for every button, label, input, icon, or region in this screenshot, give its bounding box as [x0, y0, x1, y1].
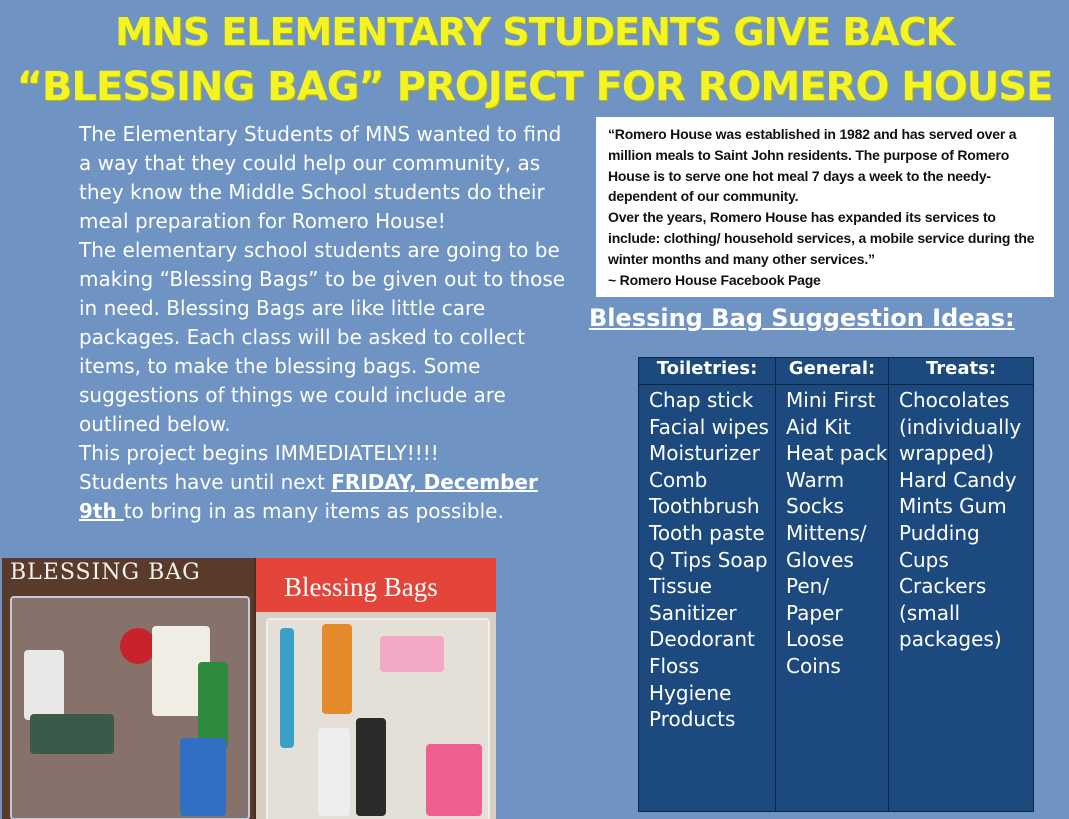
suggestion-heading-colon: :: [1005, 304, 1015, 332]
left-bag-label: BLESSING BAG: [10, 560, 201, 585]
deodorant-item: [24, 650, 64, 720]
blessing-bag-photo: [2, 558, 496, 819]
title-line-2: “BLESSING BAG” PROJECT FOR ROMERO HOUSE: [16, 64, 1053, 110]
red-jar-item: [120, 628, 156, 664]
suggestion-heading-text: Blessing Bag Suggestion Ideas: [589, 304, 1006, 332]
toothbrush-item: [280, 628, 294, 748]
left-bag-photo: [2, 558, 254, 819]
intro-paragraph-1: The Elementary Students of MNS wanted to find a way that they could help our community, as they know the Middle School students do their meal preparation for Romero House!: [79, 122, 562, 233]
deadline-prefix: Students have until next: [79, 470, 332, 494]
table-row: [639, 385, 1034, 812]
toiletries-list: Chap stick Facial wipes Moisturizer Comb Toothbrush Tooth paste Q Tips Soap Tissue Sanitizer Deodorant Floss Hygiene Products: [639, 385, 776, 812]
suggestion-table: [638, 357, 1034, 812]
general-list: Mini First Aid Kit Heat pack Warm Socks Mittens/ Gloves Pen/ Paper Loose Coins: [776, 385, 889, 812]
intro-paragraph-2: The elementary school students are going to be making “Blessing Bags” to be given out to those in need. Blessing Bags are like little care packages. Each class will be asked to collect items, to make the blessing bags. Some suggestions of things we could include are outlined below.: [79, 238, 566, 436]
dark-bottle-item: [356, 718, 386, 816]
white-bottle-item: [318, 728, 350, 816]
title-line-1: MNS ELEMENTARY STUDENTS GIVE BACK: [115, 10, 954, 54]
quote-paragraph-2: Over the years, Romero House has expanded its services to include: clothing/ household services, a mobile service during the winter months and many other services.”: [608, 209, 1035, 267]
treats-list: Chocolates (individually wrapped) Hard Candy Mints Gum Pudding Cups Crackers (small packages): [889, 385, 1034, 812]
quote-paragraph-1: “Romero House was established in 1982 and has served over a million meals to Saint John residents. The purpose of Romero House is to serve one hot meal 7 days a week to the needy-dependent of our community.: [608, 126, 1017, 205]
quote-source: ~ Romero House Facebook Page: [608, 271, 821, 288]
right-bag-photo: [256, 558, 496, 819]
deadline-suffix: to bring in as many items as possible.: [123, 499, 504, 523]
pink-socks-item: [380, 636, 444, 672]
header-general: General:: [776, 358, 889, 385]
intro-text: [79, 120, 579, 526]
deadline-date: FRIDAY, December 9th: [79, 470, 538, 523]
intro-paragraph-4: [79, 468, 579, 526]
book-item: [30, 714, 114, 754]
toothpaste-item: [180, 738, 226, 816]
pink-mitten-item: [426, 744, 482, 816]
green-bottle-item: [198, 662, 228, 748]
granola-item: [322, 624, 352, 714]
header-treats: Treats:: [889, 358, 1034, 385]
header-toiletries: Toiletries:: [639, 358, 776, 385]
right-bag-label: Blessing Bags: [284, 572, 438, 602]
romero-house-quote: [596, 117, 1054, 297]
table-header-row: [639, 358, 1034, 385]
suggestion-heading: [589, 304, 1015, 332]
intro-paragraph-3: This project begins IMMEDIATELY!!!!: [79, 441, 439, 465]
